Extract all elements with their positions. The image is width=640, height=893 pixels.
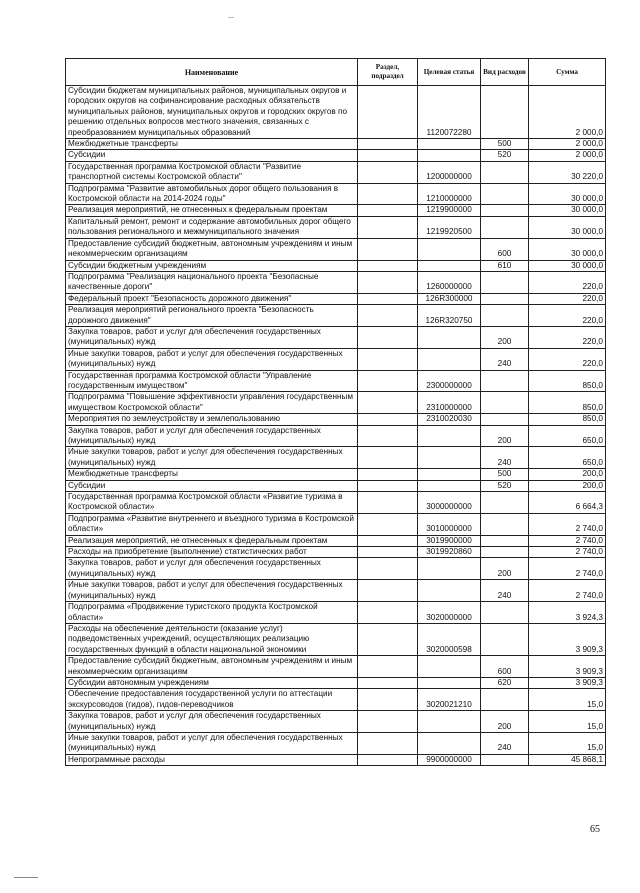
table-row (66, 183, 606, 205)
row-name-cell: Государственная программа Костромской области "Управление государственным имуществом" (66, 370, 358, 392)
row-sum-cell: 30 000,0 (529, 238, 606, 260)
row-section-cell (358, 293, 418, 304)
row-target-cell: 3000000000 (418, 492, 481, 514)
table-row (66, 216, 606, 238)
row-section-cell (358, 139, 418, 150)
row-type-cell (481, 414, 529, 425)
row-sum-cell: 200,0 (529, 480, 606, 491)
row-name-cell: Расходы на приобретение (выполнение) статистических работ (66, 547, 358, 558)
row-sum-cell: 2 740,0 (529, 547, 606, 558)
row-sum-cell: 30 000,0 (529, 183, 606, 205)
row-section-cell (358, 392, 418, 414)
row-type-cell: 240 (481, 580, 529, 602)
row-sum-cell: 650,0 (529, 447, 606, 469)
row-target-cell: 3020000000 (418, 602, 481, 624)
row-type-cell: 200 (481, 425, 529, 447)
row-type-cell (481, 602, 529, 624)
row-section-cell (358, 547, 418, 558)
row-name-cell: Государственная программа Костромской области "Развитие транспортной системы Костромской области" (66, 161, 358, 183)
table-row (66, 623, 606, 655)
row-type-cell (481, 392, 529, 414)
row-sum-cell: 850,0 (529, 370, 606, 392)
row-name-cell: Подпрограмма «Продвижение туристского продукта Костромской области» (66, 602, 358, 624)
row-name-cell: Субсидии автономным учреждениям (66, 677, 358, 688)
table-row (66, 711, 606, 733)
row-section-cell (358, 150, 418, 161)
row-target-cell (418, 447, 481, 469)
row-name-cell: Иные закупки товаров, работ и услуг для обеспечения государственных (муниципальных) нужд (66, 732, 358, 754)
row-sum-cell: 30 000,0 (529, 216, 606, 238)
table-row (66, 580, 606, 602)
row-sum-cell: 2 740,0 (529, 580, 606, 602)
row-sum-cell: 15,0 (529, 711, 606, 733)
row-name-cell: Подпрограмма «Развитие внутреннего и въездного туризма в Костромской области» (66, 513, 358, 535)
row-target-cell: 1200000000 (418, 161, 481, 183)
row-target-cell (418, 348, 481, 370)
row-type-cell: 200 (481, 711, 529, 733)
row-target-cell: 3020000598 (418, 623, 481, 655)
row-sum-cell: 2 740,0 (529, 535, 606, 546)
row-sum-cell: 200,0 (529, 469, 606, 480)
row-section-cell (358, 580, 418, 602)
row-target-cell: 1219920500 (418, 216, 481, 238)
row-name-cell: Закупка товаров, работ и услуг для обеспечения государственных (муниципальных) нужд (66, 711, 358, 733)
row-target-cell (418, 260, 481, 271)
row-sum-cell: 30 000,0 (529, 205, 606, 216)
row-name-cell: Закупка товаров, работ и услуг для обеспечения государственных (муниципальных) нужд (66, 425, 358, 447)
table-row (66, 326, 606, 348)
row-sum-cell: 2 740,0 (529, 558, 606, 580)
row-type-cell (481, 547, 529, 558)
row-sum-cell: 220,0 (529, 348, 606, 370)
row-sum-cell: 30 000,0 (529, 260, 606, 271)
table-row (66, 293, 606, 304)
table-row (66, 677, 606, 688)
row-name-cell: Закупка товаров, работ и услуг для обеспечения государственных (муниципальных) нужд (66, 558, 358, 580)
table-row (66, 513, 606, 535)
row-type-cell (481, 754, 529, 765)
row-section-cell (358, 602, 418, 624)
row-target-cell: 3019900000 (418, 535, 481, 546)
table-row (66, 238, 606, 260)
header-section: Раздел, подраздел (358, 59, 418, 86)
header-type: Вид расходов (481, 59, 529, 86)
table-row (66, 370, 606, 392)
row-target-cell: 3010000000 (418, 513, 481, 535)
row-name-cell: Государственная программа Костромской области «Развитие туризма в Костромской области» (66, 492, 358, 514)
table-row (66, 558, 606, 580)
row-type-cell: 500 (481, 139, 529, 150)
row-target-cell: 126R300000 (418, 293, 481, 304)
row-name-cell: Подпрограмма "Развитие автомобильных дорог общего пользования в Костромской области на 2014-2024 годы" (66, 183, 358, 205)
row-section-cell (358, 447, 418, 469)
row-type-cell (481, 86, 529, 139)
row-sum-cell: 2 000,0 (529, 139, 606, 150)
row-type-cell: 240 (481, 447, 529, 469)
row-target-cell (418, 139, 481, 150)
scan-mark-bottom (14, 877, 38, 878)
row-section-cell (358, 535, 418, 546)
row-section-cell (358, 305, 418, 327)
table-row (66, 535, 606, 546)
row-target-cell: 1120072280 (418, 86, 481, 139)
table-body (66, 86, 606, 766)
row-type-cell (481, 205, 529, 216)
table-row (66, 447, 606, 469)
table-row (66, 480, 606, 491)
row-section-cell (358, 469, 418, 480)
row-sum-cell: 2 000,0 (529, 86, 606, 139)
row-section-cell (358, 348, 418, 370)
table-row (66, 86, 606, 139)
table-row (66, 602, 606, 624)
row-target-cell (418, 580, 481, 602)
table-row (66, 139, 606, 150)
row-type-cell: 600 (481, 656, 529, 678)
table-row (66, 414, 606, 425)
row-sum-cell: 220,0 (529, 293, 606, 304)
row-target-cell: 2310020030 (418, 414, 481, 425)
row-section-cell (358, 492, 418, 514)
table-row (66, 656, 606, 678)
row-target-cell (418, 732, 481, 754)
row-section-cell (358, 623, 418, 655)
row-name-cell: Субсидии (66, 150, 358, 161)
row-section-cell (358, 732, 418, 754)
row-section-cell (358, 689, 418, 711)
table-row (66, 689, 606, 711)
row-sum-cell: 6 664,3 (529, 492, 606, 514)
row-section-cell (358, 711, 418, 733)
row-section-cell (358, 260, 418, 271)
row-target-cell (418, 425, 481, 447)
row-name-cell: Реализация мероприятий регионального проекта "Безопасность дорожного движения" (66, 305, 358, 327)
row-target-cell: 1260000000 (418, 271, 481, 293)
row-target-cell: 3019920860 (418, 547, 481, 558)
row-section-cell (358, 238, 418, 260)
row-sum-cell: 220,0 (529, 326, 606, 348)
row-type-cell (481, 370, 529, 392)
row-type-cell (481, 271, 529, 293)
row-name-cell: Подпрограмма "Повышение эффективности управления государственным имуществом Костромской области" (66, 392, 358, 414)
row-type-cell: 610 (481, 260, 529, 271)
row-name-cell: Федеральный проект "Безопасность дорожного движения" (66, 293, 358, 304)
table-row (66, 150, 606, 161)
row-section-cell (358, 326, 418, 348)
row-name-cell: Межбюджетные трансферты (66, 469, 358, 480)
table-row (66, 492, 606, 514)
row-target-cell (418, 150, 481, 161)
row-name-cell: Расходы на обеспечение деятельности (оказание услуг) подведомственных учреждений, осуществляющих реализацию государственных функций в области национальной экономики (66, 623, 358, 655)
row-name-cell: Субсидии (66, 480, 358, 491)
table-row (66, 469, 606, 480)
row-type-cell: 620 (481, 677, 529, 688)
row-sum-cell: 15,0 (529, 689, 606, 711)
row-name-cell: Иные закупки товаров, работ и услуг для обеспечения государственных (муниципальных) нужд (66, 447, 358, 469)
table-row (66, 271, 606, 293)
table-row (66, 348, 606, 370)
row-section-cell (358, 271, 418, 293)
row-sum-cell: 220,0 (529, 305, 606, 327)
row-target-cell (418, 656, 481, 678)
row-type-cell (481, 535, 529, 546)
row-type-cell (481, 161, 529, 183)
row-name-cell: Иные закупки товаров, работ и услуг для обеспечения государственных (муниципальных) нужд (66, 348, 358, 370)
row-target-cell: 3020021210 (418, 689, 481, 711)
row-type-cell (481, 513, 529, 535)
row-name-cell: Межбюджетные трансферты (66, 139, 358, 150)
row-type-cell (481, 305, 529, 327)
table-row (66, 425, 606, 447)
row-sum-cell: 220,0 (529, 271, 606, 293)
row-target-cell (418, 558, 481, 580)
row-target-cell (418, 711, 481, 733)
row-sum-cell: 3 909,3 (529, 656, 606, 678)
row-name-cell: Предоставление субсидий бюджетным, автономным учреждениям и иным некоммерческим организациям (66, 656, 358, 678)
table-row (66, 161, 606, 183)
row-name-cell: Мероприятия по землеустройству и землепользованию (66, 414, 358, 425)
row-target-cell: 126R320750 (418, 305, 481, 327)
row-type-cell: 520 (481, 150, 529, 161)
table-row (66, 547, 606, 558)
row-type-cell: 200 (481, 326, 529, 348)
header-sum: Сумма (529, 59, 606, 86)
row-section-cell (358, 754, 418, 765)
budget-table (65, 58, 606, 766)
row-section-cell (358, 86, 418, 139)
row-name-cell: Обеспечение предоставления государственной услуги по аттестации экскурсоводов (гидов), гидов-переводчиков (66, 689, 358, 711)
row-type-cell (481, 293, 529, 304)
row-name-cell: Субсидии бюджетам муниципальных районов, муниципальных округов и городских округов на софинансирование расходных обязательств муниципальных районов, муниципальных округов и городских округов по решению отдельных вопросов местного значения, связанных с преобразованием муниципальных образований (66, 86, 358, 139)
row-sum-cell: 30 220,0 (529, 161, 606, 183)
row-name-cell: Капитальный ремонт, ремонт и содержание автомобильных дорог общего пользования регионального и межмуниципального значения (66, 216, 358, 238)
row-name-cell: Реализация мероприятий, не отнесенных к федеральным проектам (66, 535, 358, 546)
row-type-cell (481, 492, 529, 514)
scan-mark-top (228, 17, 234, 18)
row-target-cell: 2300000000 (418, 370, 481, 392)
row-target-cell (418, 238, 481, 260)
row-section-cell (358, 480, 418, 491)
row-type-cell (481, 623, 529, 655)
table-row (66, 392, 606, 414)
row-name-cell: Непрограммные расходы (66, 754, 358, 765)
table-row (66, 305, 606, 327)
row-type-cell: 240 (481, 348, 529, 370)
row-type-cell (481, 689, 529, 711)
row-name-cell: Субсидии бюджетным учреждениям (66, 260, 358, 271)
row-section-cell (358, 161, 418, 183)
row-sum-cell: 2 740,0 (529, 513, 606, 535)
row-section-cell (358, 183, 418, 205)
row-target-cell (418, 677, 481, 688)
row-sum-cell: 3 909,3 (529, 623, 606, 655)
row-type-cell: 240 (481, 732, 529, 754)
table-row (66, 205, 606, 216)
row-type-cell (481, 183, 529, 205)
row-section-cell (358, 425, 418, 447)
row-section-cell (358, 513, 418, 535)
row-section-cell (358, 558, 418, 580)
row-section-cell (358, 216, 418, 238)
row-section-cell (358, 414, 418, 425)
row-target-cell: 1219900000 (418, 205, 481, 216)
row-target-cell (418, 469, 481, 480)
row-type-cell: 520 (481, 480, 529, 491)
row-sum-cell: 2 000,0 (529, 150, 606, 161)
row-name-cell: Реализация мероприятий, не отнесенных к федеральным проектам (66, 205, 358, 216)
table-row (66, 754, 606, 765)
header-name: Наименование (66, 59, 358, 86)
row-name-cell: Иные закупки товаров, работ и услуг для обеспечения государственных (муниципальных) нужд (66, 580, 358, 602)
row-section-cell (358, 205, 418, 216)
row-sum-cell: 850,0 (529, 392, 606, 414)
row-sum-cell: 3 909,3 (529, 677, 606, 688)
row-type-cell: 200 (481, 558, 529, 580)
row-sum-cell: 650,0 (529, 425, 606, 447)
row-target-cell: 1210000000 (418, 183, 481, 205)
row-target-cell (418, 480, 481, 491)
table-row (66, 260, 606, 271)
row-sum-cell: 3 924,3 (529, 602, 606, 624)
header-target: Целевая статья (418, 59, 481, 86)
row-name-cell: Закупка товаров, работ и услуг для обеспечения государственных (муниципальных) нужд (66, 326, 358, 348)
row-target-cell: 9900000000 (418, 754, 481, 765)
row-sum-cell: 45 868,1 (529, 754, 606, 765)
page-number: 65 (590, 824, 600, 835)
row-name-cell: Предоставление субсидий бюджетным, автономным учреждениям и иным некоммерческим организациям (66, 238, 358, 260)
table-header-row (66, 59, 606, 86)
budget-page (65, 58, 605, 766)
row-type-cell (481, 216, 529, 238)
row-name-cell: Подпрограмма "Реализация национального проекта "Безопасные качественные дороги" (66, 271, 358, 293)
row-target-cell: 2310000000 (418, 392, 481, 414)
row-sum-cell: 15,0 (529, 732, 606, 754)
row-section-cell (358, 677, 418, 688)
table-row (66, 732, 606, 754)
row-target-cell (418, 326, 481, 348)
row-sum-cell: 850,0 (529, 414, 606, 425)
row-section-cell (358, 370, 418, 392)
row-type-cell: 500 (481, 469, 529, 480)
row-section-cell (358, 656, 418, 678)
row-type-cell: 600 (481, 238, 529, 260)
